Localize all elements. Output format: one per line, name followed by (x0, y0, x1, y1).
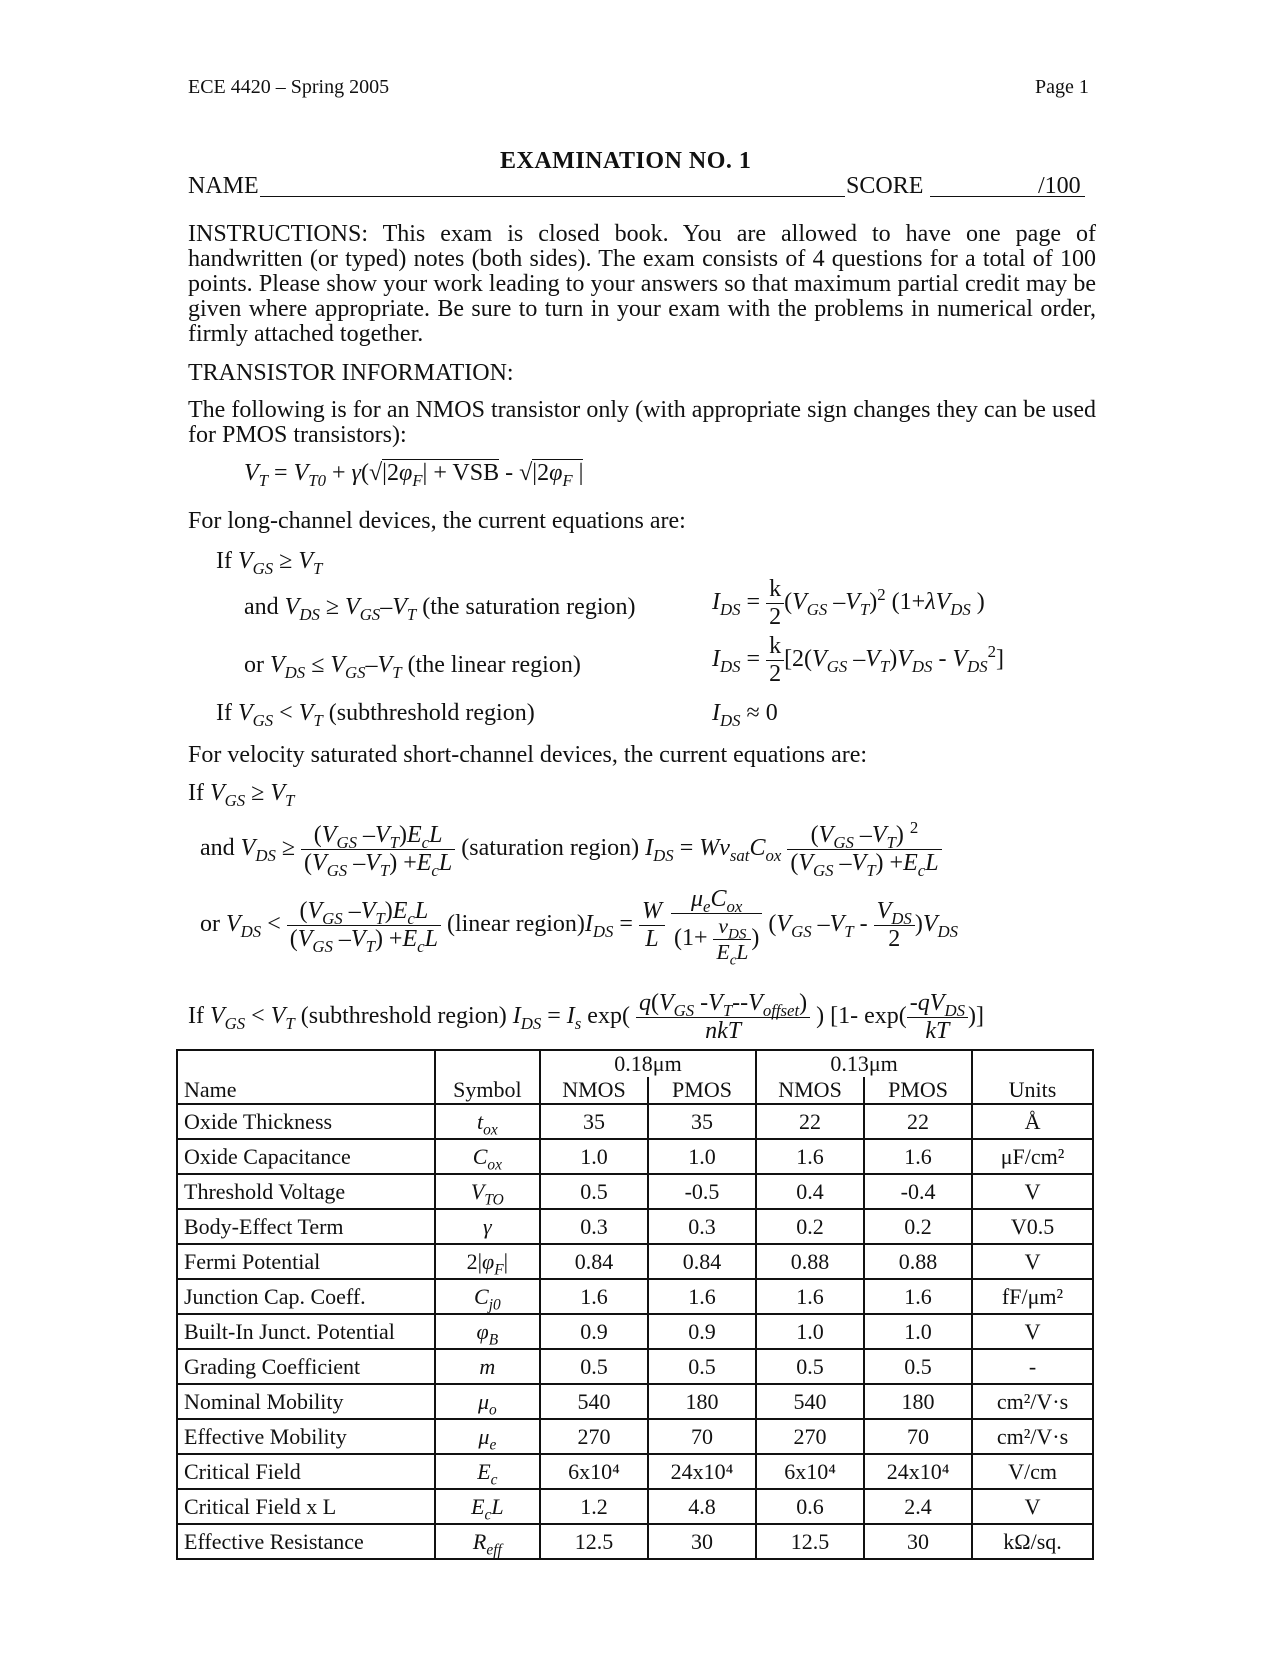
table-row: Body-Effect Term γ 0.3 0.3 0.2 0.2 V0.5 (177, 1209, 1093, 1244)
long-sat-condition: and $V_{DS} \ge V_{GS}-V_T$ (the saturation region) (244, 594, 636, 624)
table-row: Oxide Capacitance $C_{ox}$ 1.0 1.0 1.6 1.6 μF/cm² (177, 1139, 1093, 1174)
table-row: Oxide Thickness $t_{ox}$ 35 35 22 22 Å (177, 1104, 1093, 1139)
instructions-paragraph: INSTRUCTIONS: This exam is closed book. You are allowed to have one page of handwritten (or typed) notes (both sides). The exam consists of 4 questions for a total of 100 points. Please show your work leading to your answers so that maximum partial credit may be given where appropriate. Be sure to turn in your exam with the problems in numerical order, firmly attached together. (188, 221, 1096, 347)
short-channel-condition: If $V_{GS} \ge V_T$ (188, 780, 295, 810)
symbol-reff: $R_{eff}$ (435, 1524, 540, 1559)
name-label: NAME (188, 173, 259, 199)
short-lin-row: or $V_{DS}$ < $\frac{(V_{GS} -V_T)E_cL}{(V_{GS} -V_T) +E_cL}$ (linear $region)I_{DS}$ = $\frac{W}{L}$ $\mu_eC_{ox}$ (1+ $\frac{v_{DS}}{E_cL}$ ) ($V_{GS}$ $-V_T$ - $\frac{V_{DS}}{2}$ )$V_{DS}$ (200, 886, 958, 969)
col-013-nmos-header: NMOS (756, 1077, 864, 1104)
transistor-heading: TRANSISTOR INFORMATION: (188, 360, 514, 386)
score-label: SCORE (846, 173, 924, 199)
table-row: Threshold Voltage $V_{TO}$ 0.5 -0.5 0.4 -0.4 V (177, 1174, 1093, 1209)
table-row: Critical Field $E_c$ 6x10⁴ 24x10⁴ 6x10⁴ 24x10⁴ V/cm (177, 1454, 1093, 1489)
table-row: Critical Field x L $E_cL$ 1.2 4.8 0.6 2.4 V (177, 1489, 1093, 1524)
long-sat-equation: $I_{DS}$ = $\frac{k}{2}$ ($V_{GS}$ $-V_T)^2$ ($1+\lambda V_{DS}$ ) (712, 576, 985, 630)
course-header: ECE 4420 – Spring 2005 (188, 76, 390, 98)
score-total: /100 (1038, 173, 1081, 199)
symbol-gamma: γ (435, 1209, 540, 1244)
short-sub-row: If $V_{GS} < V_T$ (subthreshold region) $I_{DS} = I_s$ exp( $\frac{q(V_{GS} -V_T--V_{offset})}{\text{nkT}}$ ) [1- exp( $\frac{-qV_{DS}}{kT}$ )] (188, 990, 984, 1044)
table-row: Effective Resistance $R_{eff}$ 12.5 30 12.5 30 kΩ/sq. (177, 1524, 1093, 1559)
symbol-vto: $V_{TO}$ (435, 1174, 540, 1209)
page-number: Page 1 (1035, 76, 1089, 98)
table-group-header-row (177, 1050, 1093, 1077)
table-row: Effective Mobility $\mu_e$ 270 70 270 70 cm²/V·s (177, 1419, 1093, 1454)
symbol-cj0: $C_{j0}$ (435, 1279, 540, 1314)
name-blank-line[interactable] (260, 196, 845, 197)
transistor-intro: The following is for an NMOS transistor only (with appropriate sign changes they can be used for PMOS transistors): (188, 397, 1096, 448)
table-header-row (177, 1077, 1093, 1104)
group-018um: 0.18μm (540, 1050, 756, 1077)
table-row: Nominal Mobility $\mu_o$ 540 180 540 180 cm²/V·s (177, 1384, 1093, 1419)
col-name-header: Name (177, 1077, 435, 1104)
col-units-header: Units (972, 1077, 1093, 1104)
symbol-fermi: $2|\varphi_F|$ (435, 1244, 540, 1279)
long-channel-condition: If $V_{GS} \ge V_T$ (216, 548, 323, 578)
group-013um: 0.13μm (756, 1050, 972, 1077)
symbol-mu-o: $\mu_o$ (435, 1384, 540, 1419)
long-sub-condition: If $V_{GS} < V_T$ (subthreshold region) (216, 700, 535, 730)
long-sat-label: (the saturation region) (422, 594, 636, 620)
long-lin-equation: $I_{DS}$ = $\frac{k}{2}$ [$2(V_{GS}$ $-V_T)V_{DS} - V_{DS}^2$] (712, 633, 1005, 687)
exam-title: EXAMINATION NO. 1 (500, 148, 752, 174)
symbol-ec: $E_c$ (435, 1454, 540, 1489)
symbol-phib: $\varphi_B$ (435, 1314, 540, 1349)
threshold-voltage-equation: $V_T = V_{T0} + \gamma(√|2\varphi_F|$ + VSB - $√|2\varphi_F$ | (244, 460, 584, 490)
symbol-m: m (435, 1349, 540, 1384)
short-sat-label: (saturation region) (461, 835, 640, 862)
symbol-mu-e: $\mu_e$ (435, 1419, 540, 1454)
symbol-ecl: $E_cL$ (435, 1489, 540, 1524)
short-channel-intro: For velocity saturated short-channel devices, the current equations are: (188, 742, 868, 768)
col-018-pmos-header: PMOS (648, 1077, 756, 1104)
long-sub-label: (subthreshold region) (328, 700, 535, 726)
table-row: Grading Coefficient m 0.5 0.5 0.5 0.5 - (177, 1349, 1093, 1384)
table-row: Fermi Potential $2|\varphi_F|$ 0.84 0.84 0.88 0.88 V (177, 1244, 1093, 1279)
long-lin-label: (the linear region) (407, 652, 581, 678)
col-symbol-header: Symbol (435, 1077, 540, 1104)
table-row: Built-In Junct. Potential $\varphi_B$ 0.9 0.9 1.0 1.0 V (177, 1314, 1093, 1349)
col-013-pmos-header: PMOS (864, 1077, 972, 1104)
symbol-cox: $C_{ox}$ (435, 1139, 540, 1174)
symbol-tox: $t_{ox}$ (435, 1104, 540, 1139)
long-sub-equation: $I_{DS} \approx 0$ (712, 700, 778, 730)
table-row: Junction Cap. Coeff. $C_{j0}$ 1.6 1.6 1.6 1.6 fF/μm² (177, 1279, 1093, 1314)
short-lin-label: (linear region) (446, 911, 585, 938)
long-lin-condition: or $V_{DS} \le V_{GS}-V_T$ (the linear region) (244, 652, 581, 682)
short-sat-row: and $V_{DS}$ ≥ $\frac{(V_{GS} -V_T)E_cL}{(V_{GS} -V_T) +E_cL}$ (saturation region) $I_{DS} = Wv_{sat}C_{ox}$ $\frac{(V_{GS} -V_T) ^2}{(V_{GS} -V_T) +E_cL}$ (200, 822, 942, 877)
col-018-nmos-header: NMOS (540, 1077, 648, 1104)
long-channel-intro: For long-channel devices, the current equations are: (188, 508, 686, 534)
parameter-table (176, 1049, 1094, 1560)
